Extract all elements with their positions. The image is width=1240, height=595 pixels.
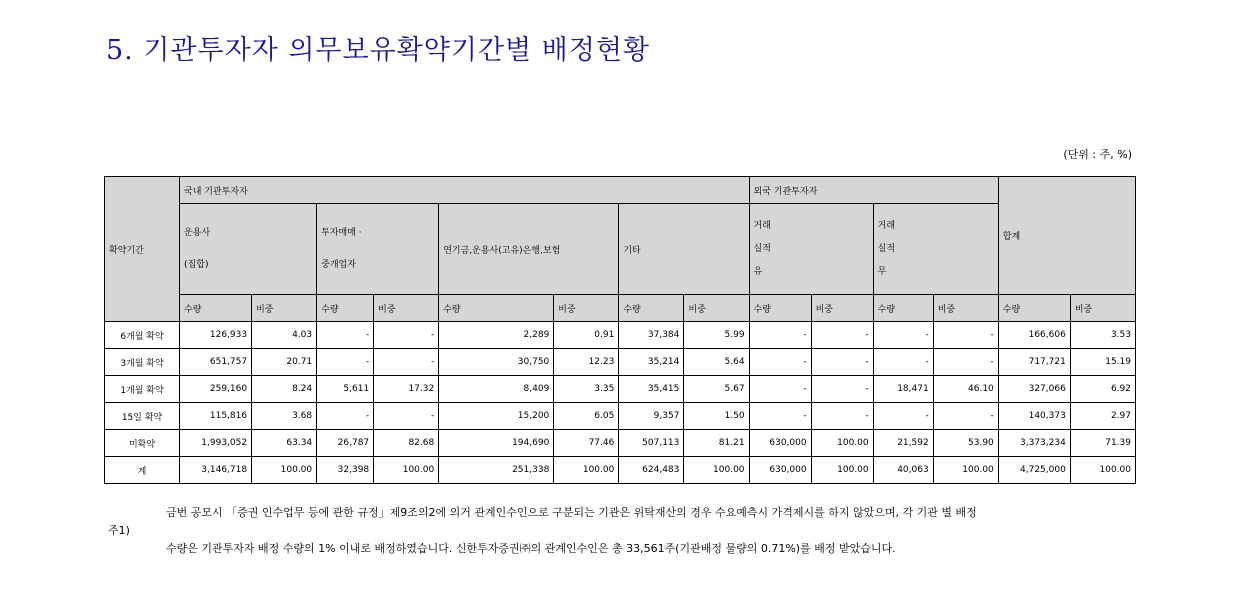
table-row: [105, 376, 1136, 403]
header-qty: 수량: [619, 295, 684, 322]
table-cell: -: [811, 322, 873, 349]
row-label: 3개월 확약: [105, 349, 180, 376]
table-cell: 194,690: [439, 430, 554, 457]
table-row: [105, 403, 1136, 430]
table-body: [105, 322, 1136, 484]
table-cell: 8.24: [252, 376, 317, 403]
table-cell: 9,357: [619, 403, 684, 430]
header-qty: 수량: [180, 295, 252, 322]
table-cell: 3.35: [554, 376, 619, 403]
note-line-1: 금번 공모시 「증권 인수업무 등에 관한 규정」제9조의2에 의거 관계인수인으로 구분되는 기관은 위탁재산의 경우 수요예측시 가격제시를 하지 않았으며, 각 기관 별 배정: [166, 506, 977, 519]
note-label: 주1): [108, 524, 130, 537]
table-cell: 35,415: [619, 376, 684, 403]
table-cell: 2,289: [439, 322, 554, 349]
row-label: 6개월 확약: [105, 322, 180, 349]
header-pension: 연기금,운용사(고유)은행,보험: [439, 204, 619, 295]
table-cell: -: [873, 403, 933, 430]
page-title: 5. 기관투자자 의무보유확약기간별 배정현황: [106, 35, 650, 66]
table-cell: 3.53: [1070, 322, 1135, 349]
header-qty: 수량: [873, 295, 933, 322]
table-cell: 100.00: [811, 457, 873, 484]
table-cell: -: [933, 322, 998, 349]
header-qty: 수량: [439, 295, 554, 322]
table-cell: 21,592: [873, 430, 933, 457]
header-ratio: 비중: [811, 295, 873, 322]
table-cell: -: [374, 322, 439, 349]
table-cell: 35,214: [619, 349, 684, 376]
table-cell: 1,993,052: [180, 430, 252, 457]
table-cell: 15,200: [439, 403, 554, 430]
table-cell: 37,384: [619, 322, 684, 349]
table-cell: -: [811, 403, 873, 430]
table-cell: 630,000: [749, 457, 811, 484]
header-domestic: 국내 기관투자자: [180, 177, 750, 204]
table-cell: -: [811, 376, 873, 403]
header-qty: 수량: [749, 295, 811, 322]
header-ratio: 비중: [554, 295, 619, 322]
table-cell: 100.00: [374, 457, 439, 484]
table-cell: -: [749, 403, 811, 430]
table-cell: 4.03: [252, 322, 317, 349]
header-ratio: 비중: [1070, 295, 1135, 322]
table-cell: 15.19: [1070, 349, 1135, 376]
row-label: 미확약: [105, 430, 180, 457]
table-cell: 6.05: [554, 403, 619, 430]
table-cell: -: [317, 349, 374, 376]
table-cell: -: [374, 403, 439, 430]
header-asset-manager: 운용사 (집합): [180, 204, 317, 295]
header-total: 합계: [998, 177, 1135, 295]
table-cell: 100.00: [554, 457, 619, 484]
table-cell: 40,063: [873, 457, 933, 484]
table-cell: -: [317, 322, 374, 349]
row-label: 15일 확약: [105, 403, 180, 430]
table-cell: 82.68: [374, 430, 439, 457]
note-line-2: 수량은 기관투자자 배정 수량의 1% 이내로 배정하였습니다. 신한투자증권㈜의 관계인수인은 총 33,561주(기관배정 물량의 0.71%)를 배정 받았습니다.: [166, 542, 896, 555]
header-ratio: 비중: [252, 295, 317, 322]
table-cell: 3,146,718: [180, 457, 252, 484]
table-cell: 53.90: [933, 430, 998, 457]
table-cell: 251,338: [439, 457, 554, 484]
table-cell: 81.21: [684, 430, 749, 457]
table-cell: -: [873, 349, 933, 376]
table-cell: 0.91: [554, 322, 619, 349]
table-cell: -: [374, 349, 439, 376]
table-cell: 115,816: [180, 403, 252, 430]
table-cell: 651,757: [180, 349, 252, 376]
table-cell: 100.00: [684, 457, 749, 484]
header-qty: 수량: [998, 295, 1070, 322]
header-ratio: 비중: [684, 295, 749, 322]
table-cell: 6.92: [1070, 376, 1135, 403]
table-cell: 63.34: [252, 430, 317, 457]
table-cell: 100.00: [933, 457, 998, 484]
qty-ratio-header-row: [105, 295, 1136, 322]
header-other: 기타: [619, 204, 749, 295]
table-cell: 100.00: [252, 457, 317, 484]
table-row: [105, 349, 1136, 376]
row-label: 계: [105, 457, 180, 484]
header-foreign-without-record: 거래 실적 무: [873, 204, 998, 295]
table-cell: 259,160: [180, 376, 252, 403]
table-cell: 5.99: [684, 322, 749, 349]
table-row: [105, 457, 1136, 484]
unit-label: (단위 : 주, %): [1063, 148, 1132, 161]
header-foreign: 외국 기관투자자: [749, 177, 998, 204]
table-cell: 5.64: [684, 349, 749, 376]
table-cell: 717,721: [998, 349, 1070, 376]
header-ratio: 비중: [374, 295, 439, 322]
table-cell: 12.23: [554, 349, 619, 376]
row-label: 1개월 확약: [105, 376, 180, 403]
table-cell: 100.00: [1070, 457, 1135, 484]
table-row: [105, 430, 1136, 457]
table-cell: -: [811, 349, 873, 376]
table-cell: -: [873, 322, 933, 349]
table-cell: 140,373: [998, 403, 1070, 430]
table-cell: 26,787: [317, 430, 374, 457]
header-foreign-with-record: 거래 실적 유: [749, 204, 873, 295]
table-cell: 20.71: [252, 349, 317, 376]
table-cell: -: [749, 322, 811, 349]
table-cell: 3.68: [252, 403, 317, 430]
table-cell: -: [317, 403, 374, 430]
table-cell: 624,483: [619, 457, 684, 484]
table-cell: 507,113: [619, 430, 684, 457]
table-cell: 5.67: [684, 376, 749, 403]
table-cell: 166,606: [998, 322, 1070, 349]
table-cell: 327,066: [998, 376, 1070, 403]
table-cell: 100.00: [811, 430, 873, 457]
table-row: [105, 322, 1136, 349]
table-cell: 77.46: [554, 430, 619, 457]
table-cell: -: [933, 349, 998, 376]
table-cell: 2.97: [1070, 403, 1135, 430]
table-cell: 8,409: [439, 376, 554, 403]
table-cell: 126,933: [180, 322, 252, 349]
table-cell: -: [933, 403, 998, 430]
table-cell: 3,373,234: [998, 430, 1070, 457]
header-period: 확약기간: [105, 177, 180, 322]
header-broker: 투자매매 · 중개업자: [317, 204, 439, 295]
table-cell: 30,750: [439, 349, 554, 376]
allocation-table: [104, 176, 1136, 484]
table-cell: 630,000: [749, 430, 811, 457]
table-cell: 18,471: [873, 376, 933, 403]
table-cell: 32,398: [317, 457, 374, 484]
table-cell: 46.10: [933, 376, 998, 403]
table-cell: 4,725,000: [998, 457, 1070, 484]
header-qty: 수량: [317, 295, 374, 322]
table-cell: -: [749, 349, 811, 376]
table-cell: 1.50: [684, 403, 749, 430]
table-cell: -: [749, 376, 811, 403]
table-cell: 17.32: [374, 376, 439, 403]
table-cell: 71.39: [1070, 430, 1135, 457]
header-ratio: 비중: [933, 295, 998, 322]
table-cell: 5,611: [317, 376, 374, 403]
